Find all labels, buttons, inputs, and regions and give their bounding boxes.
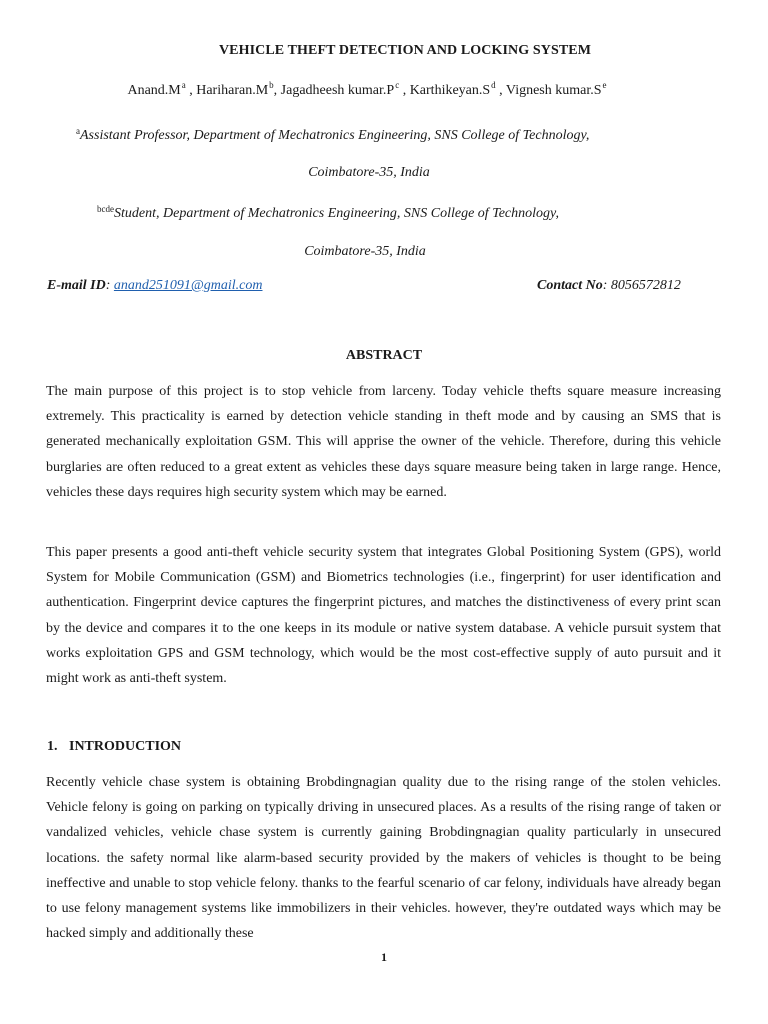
contact-label: Contact No <box>537 278 603 293</box>
abstract-paragraph-1: The main purpose of this project is to stop vehicle from larceny. Today vehicle thefts square measure increasing extremely. This practicality is earned by detection vehicle standing in theft mode and by causing an SMS that is generated mechanically exploitation GSM. This will apprise the owner of the vehicle. Therefore, during this vehicle burglaries are often reduced to a great extent as vehicles these days square measure being taken in large range. Hence, vehicles these days requires high security system which may be earned. <box>46 384 721 500</box>
affiliation-text: Assistant Professor, Department of Mechatronics Engineering, SNS College of Technology, <box>80 128 590 143</box>
section-number: 1. <box>47 739 58 754</box>
author-sup: b <box>269 80 274 90</box>
email-label: E-mail ID <box>47 278 106 293</box>
affiliation-1-city: Coimbatore-35, India <box>308 165 430 180</box>
affiliation-sup: a <box>76 126 80 136</box>
author-sup: a <box>181 80 186 90</box>
introduction-paragraph: Recently vehicle chase system is obtaining Brobdingnagian quality due to the rising range of the stolen vehicles. Vehicle felony is going on parking on typically driving in unsecured places. As a results of the rising range of taken or vandalized vehicles, vehicle chase system is currently gaining Brobdingnagian quality particularly in unsecured locations. the safety normal like alarm-based security provided by the makers of vehicles is thought to be being ineffective and unable to stop vehicle felony. thanks to the fearful scenario of car felony, individuals have already began to use felony management systems like immobilizers in their vehicles. however, they're outdated ways which may be hacked simply and additionally these <box>46 775 721 942</box>
author-name: Jagadheesh kumar.P <box>280 83 395 98</box>
contact-number: Contact No: 8056572812 <box>537 278 681 293</box>
page-number: 1 <box>381 950 387 964</box>
contact-line: E-mail ID: anand251091@gmail.com Contact No: 8056572812 <box>47 278 681 293</box>
author-list: $Anand.M^a$ , $Hariharan.M^b$, Jagadheesh $kumar.P^c$ , $Karthikeyan.S^d$ , Vignesh $kumar.S^e$ <box>127 80 607 98</box>
affiliation-2-city: Coimbatore-35, India <box>304 244 426 259</box>
author-name: Karthikeyan.S <box>409 83 491 98</box>
section-title: INTRODUCTION <box>69 739 182 754</box>
author-sup: c <box>395 80 400 90</box>
author-name: Hariharan.M <box>196 83 269 98</box>
abstract-paragraph-2: This paper presents a good anti-theft vehicle security system that integrates Global Positioning System (GPS), world System for Mobile Communication (GSM) and Biometrics technologies (i.e., fingerprint) for user identification and authentication. Fingerprint device captures the fingerprint pictures, and matches the distinctiveness of every print scan by the device and compares it to the one keeps in its module or native system database. A vehicle pursuit system that works exploitation GPS and GSM technology, which would be the most cost-effective supply of auto pursuit and it might work as anti-theft system. <box>46 545 721 687</box>
introduction-heading <box>47 739 181 755</box>
author-sup: d <box>491 80 496 90</box>
paper-title: VEHICLE THEFT DETECTION AND LOCKING SYSTEM <box>218 43 592 58</box>
author-name: Anand.M <box>127 83 181 98</box>
email-link[interactable]: anand251091@gmail.com <box>113 278 263 293</box>
abstract-heading: ABSTRACT <box>345 348 423 363</box>
affiliation-sup: bcde <box>97 204 114 214</box>
author-sup: e <box>602 80 607 90</box>
affiliation-2 <box>97 204 559 222</box>
affiliation-1 <box>76 126 589 144</box>
author-name: Vignesh kumar.S <box>505 83 602 98</box>
contact-phone: 8056572812 <box>610 278 681 293</box>
affiliation-text: Student, Department of Mechatronics Engineering, SNS College of Technology, <box>114 206 559 221</box>
